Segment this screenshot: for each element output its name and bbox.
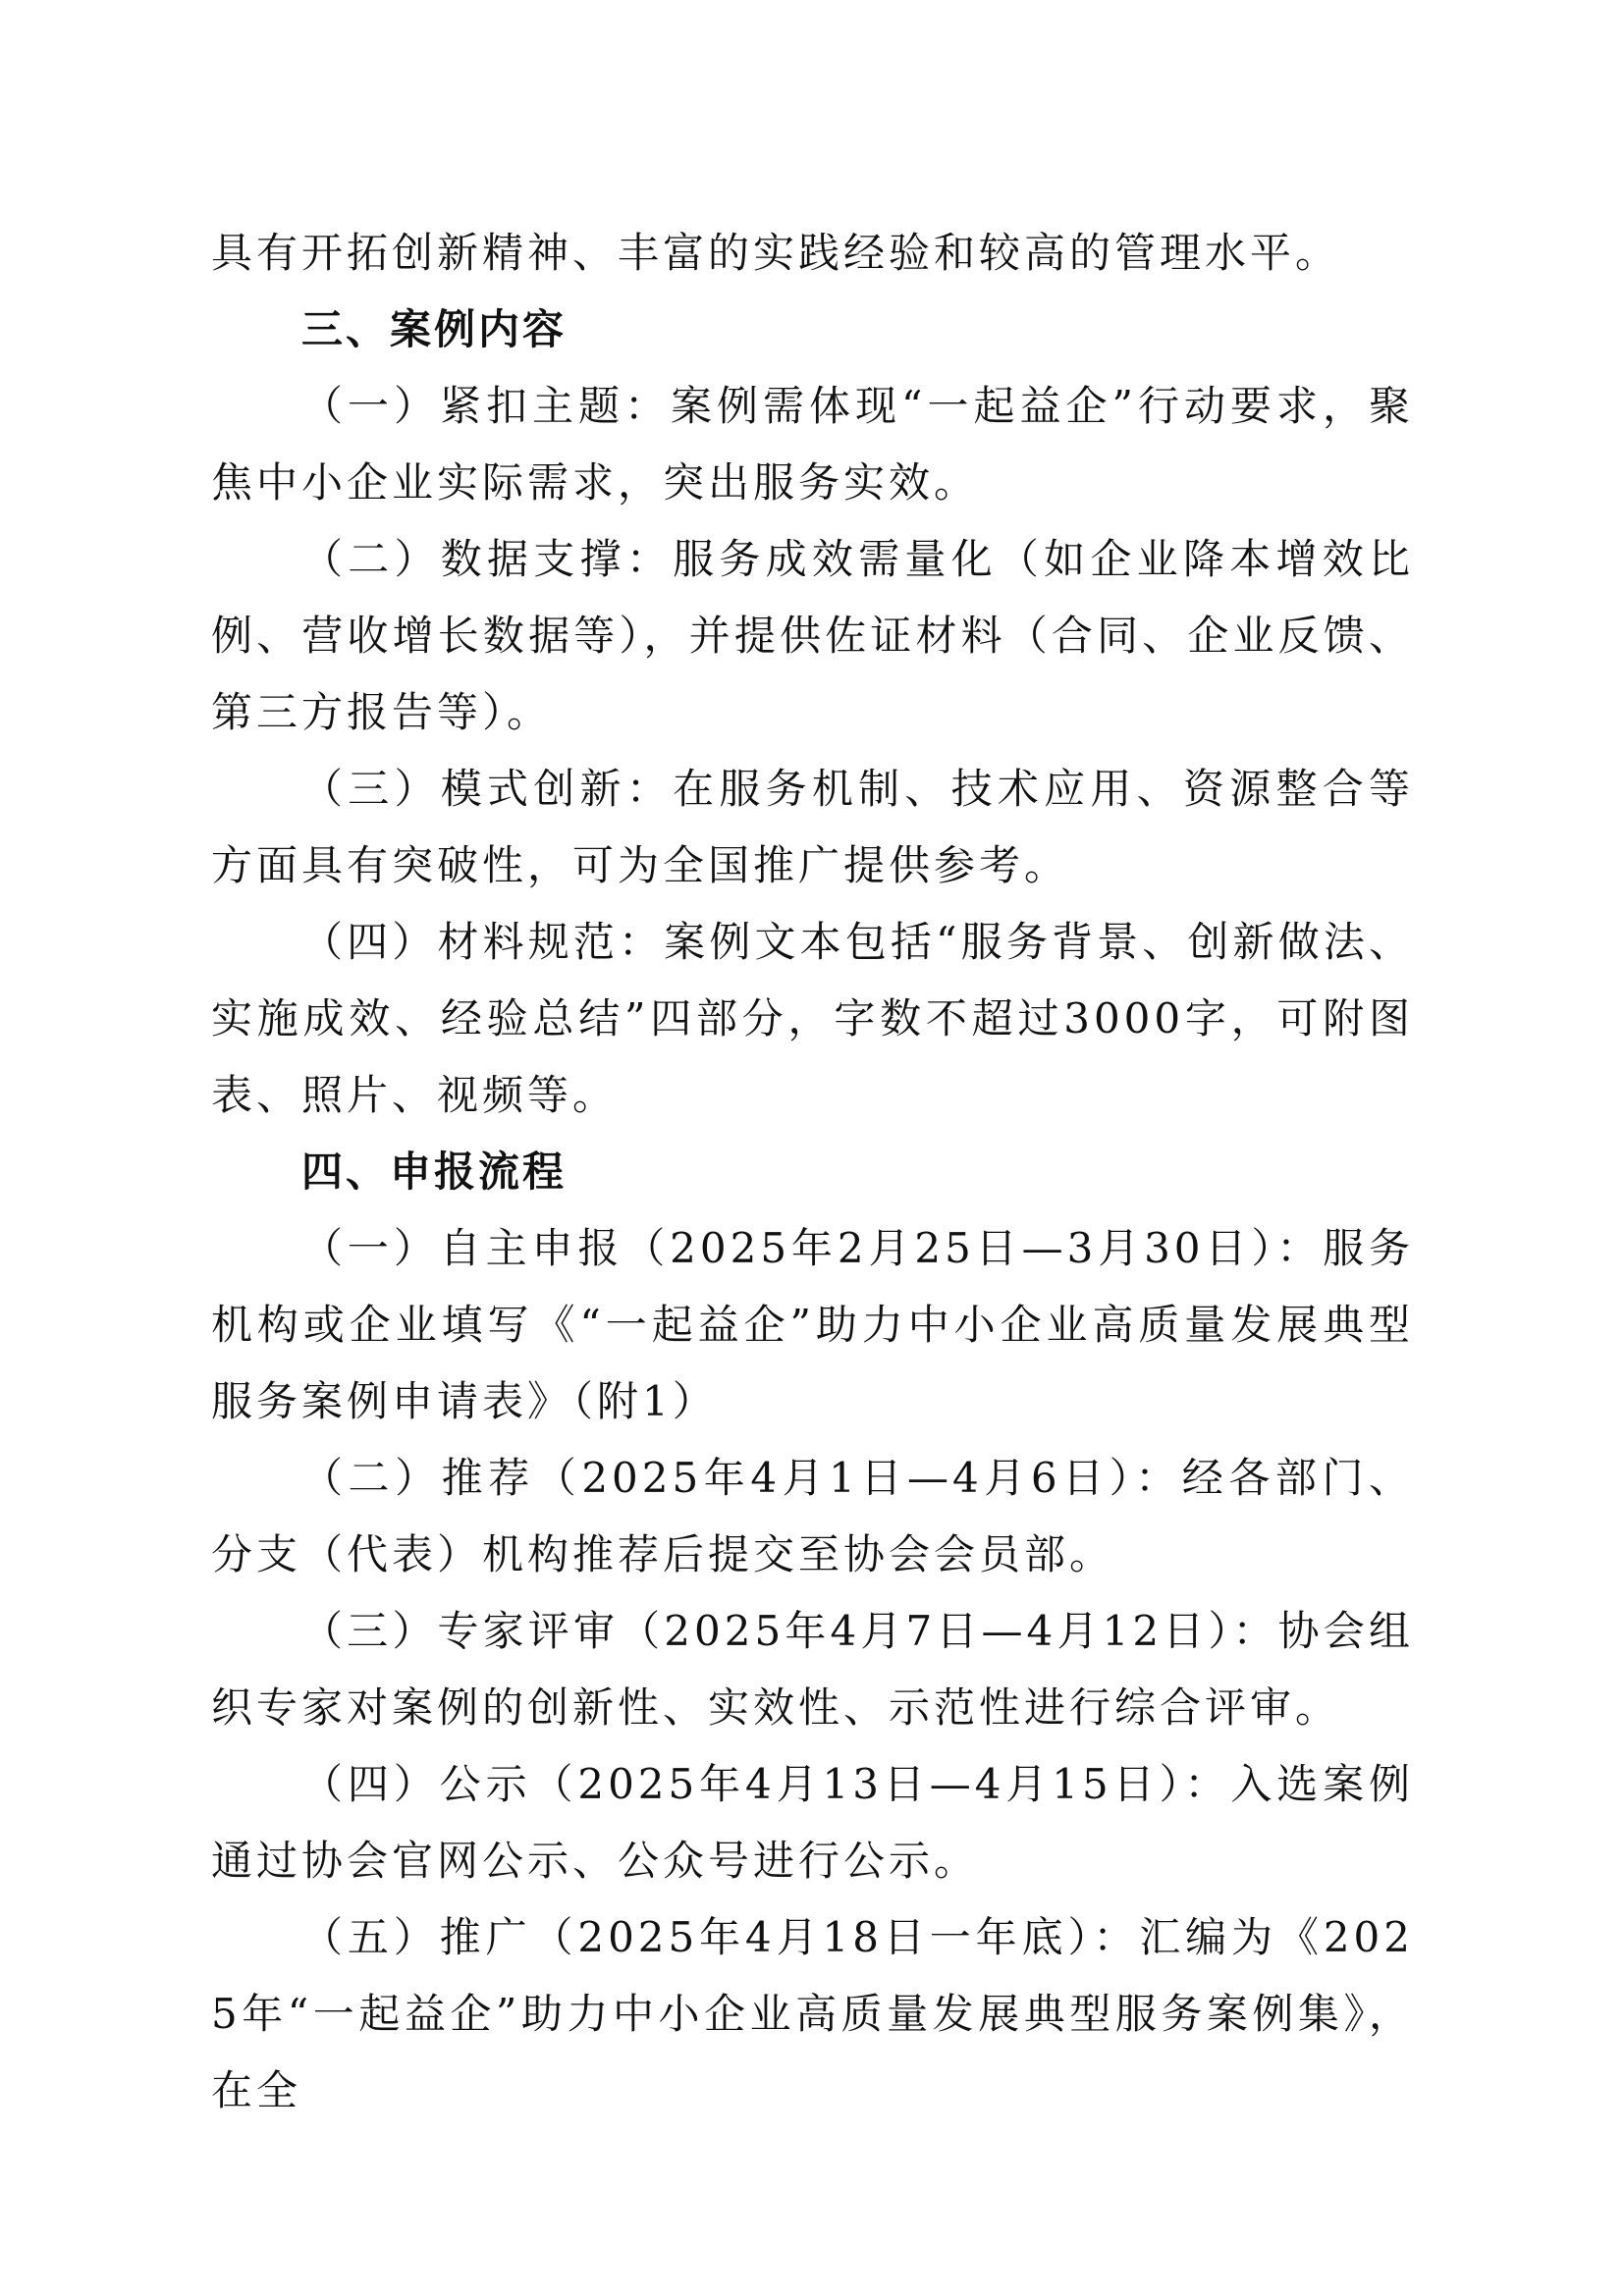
paragraph-promotion: （五）推广（2025年4月18日一年底）：汇编为《2025年“一起益企”助力中小企业高质量发展典型服务案例集》，在全: [211, 1913, 1414, 2114]
section-heading-case-content: 三、案例内容: [301, 305, 568, 353]
paragraph-model-innovation: （三）模式创新：在服务机制、技术应用、资源整合等方面具有突破性，可为全国推广提供参考。: [211, 765, 1414, 889]
section-heading-application-process: 四、申报流程: [301, 1148, 568, 1196]
paragraph-recommendation: （二）推荐（2025年4月1日—4月6日）：经各部门、分支（代表）机构推荐后提交至协会会员部。: [211, 1454, 1414, 1578]
paragraph-self-application: （一）自主申报（2025年2月25日—3月30日）：服务机构或企业填写《“一起益企”助力中小企业高质量发展典型服务案例申请表》（附1）: [211, 1224, 1414, 1425]
paragraph-public-notice: （四）公示（2025年4月13日—4月15日）：入选案例通过协会官网公示、公众号进行公示。: [211, 1760, 1414, 1885]
paragraph-data-support: （二）数据支撑：服务成效需量化（如企业降本增效比例、营收增长数据等），并提供佐证材料（合同、企业反馈、第三方报告等）。: [211, 535, 1414, 736]
document-body: [211, 215, 1414, 2129]
paragraph-theme: （一）紧扣主题：案例需体现“一起益企”行动要求，聚焦中小企业实际需求，突出服务实效。: [211, 382, 1414, 507]
paragraph-material-standards: （四）材料规范：案例文本包括“服务背景、创新做法、实施成效、经验总结”四部分，字数不超过3000字，可附图表、照片、视频等。: [211, 918, 1414, 1119]
paragraph-expert-review: （三）专家评审（2025年4月7日—4月12日）：协会组织专家对案例的创新性、实效性、示范性进行综合评审。: [211, 1607, 1414, 1732]
paragraph-continuation: 具有开拓创新精神、丰富的实践经验和较高的管理水平。: [211, 229, 1341, 277]
